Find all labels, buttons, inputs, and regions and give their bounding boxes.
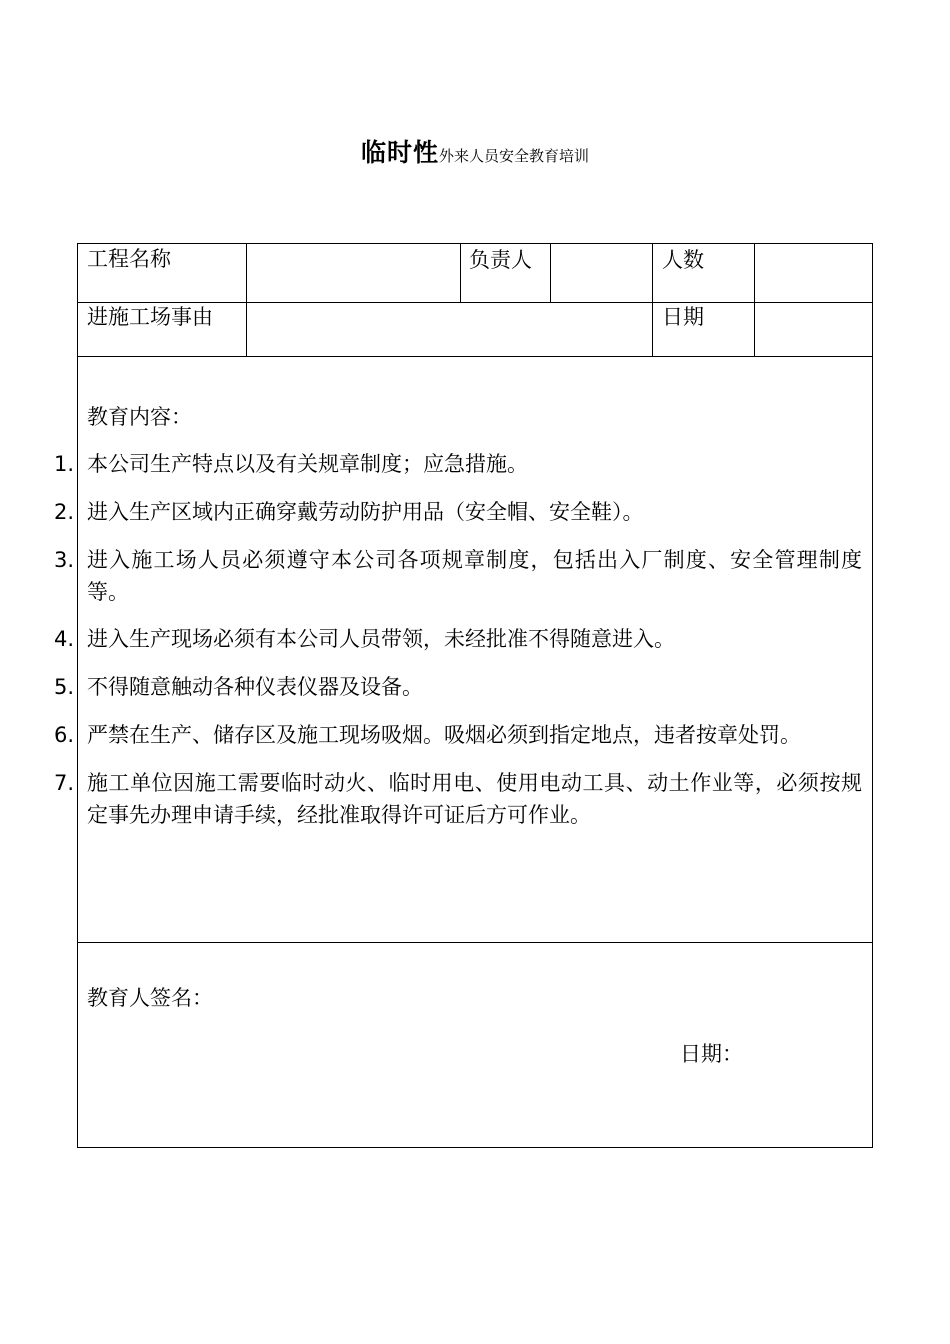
list-item-number: 1. xyxy=(53,452,74,476)
col-divider-responsible xyxy=(460,244,461,302)
education-heading: 教育内容： xyxy=(87,405,192,429)
list-item-text: 施工单位因施工需要临时动火、临时用电、使用电动工具、动土作业等，必须按规定事先办理申请手续，经批准取得许可证后方可作业。 xyxy=(87,771,862,827)
list-item-text: 进入施工场人员必须遵守本公司各项规章制度，包括出入厂制度、安全管理制度等。 xyxy=(87,548,862,604)
row-divider-2 xyxy=(78,356,872,357)
col-divider-headcount xyxy=(652,244,653,356)
title-main: 临时性 xyxy=(360,138,439,167)
signature-date-label: 日期： xyxy=(680,1042,743,1066)
title-sub: 外来人员安全教育培训 xyxy=(439,147,590,165)
date-label: 日期 xyxy=(662,305,704,329)
list-item-text: 进入生产现场必须有本公司人员带领，未经批准不得随意进入。 xyxy=(87,627,675,651)
row-divider-3 xyxy=(78,942,872,943)
list-item-number: 3. xyxy=(53,548,74,572)
list-item-text: 本公司生产特点以及有关规章制度；应急措施。 xyxy=(87,452,528,476)
reason-label: 进施工场事由 xyxy=(87,305,213,329)
list-item-text: 进入生产区域内正确穿戴劳动防护用品（安全帽、安全鞋）。 xyxy=(87,500,644,524)
list-item-text: 严禁在生产、储存区及施工现场吸烟。吸烟必须到指定地点，违者按章处罚。 xyxy=(87,723,801,747)
project-name-label: 工程名称 xyxy=(87,247,171,271)
list-item-number: 4. xyxy=(53,627,74,651)
col-divider-responsible-value xyxy=(550,244,551,302)
list-item-number: 2. xyxy=(53,500,74,524)
document-title xyxy=(0,133,950,169)
list-item-text: 不得随意触动各种仪表仪器及设备。 xyxy=(87,675,423,699)
list-item-number: 6. xyxy=(53,723,74,747)
list-item-number: 5. xyxy=(53,675,74,699)
responsible-label: 负责人 xyxy=(469,248,532,272)
list-item-number: 7. xyxy=(53,771,74,795)
col-divider-headcount-value xyxy=(754,244,755,356)
educator-signature-label: 教育人签名： xyxy=(87,986,213,1010)
headcount-label: 人数 xyxy=(662,248,704,272)
col-divider-label xyxy=(246,244,247,356)
